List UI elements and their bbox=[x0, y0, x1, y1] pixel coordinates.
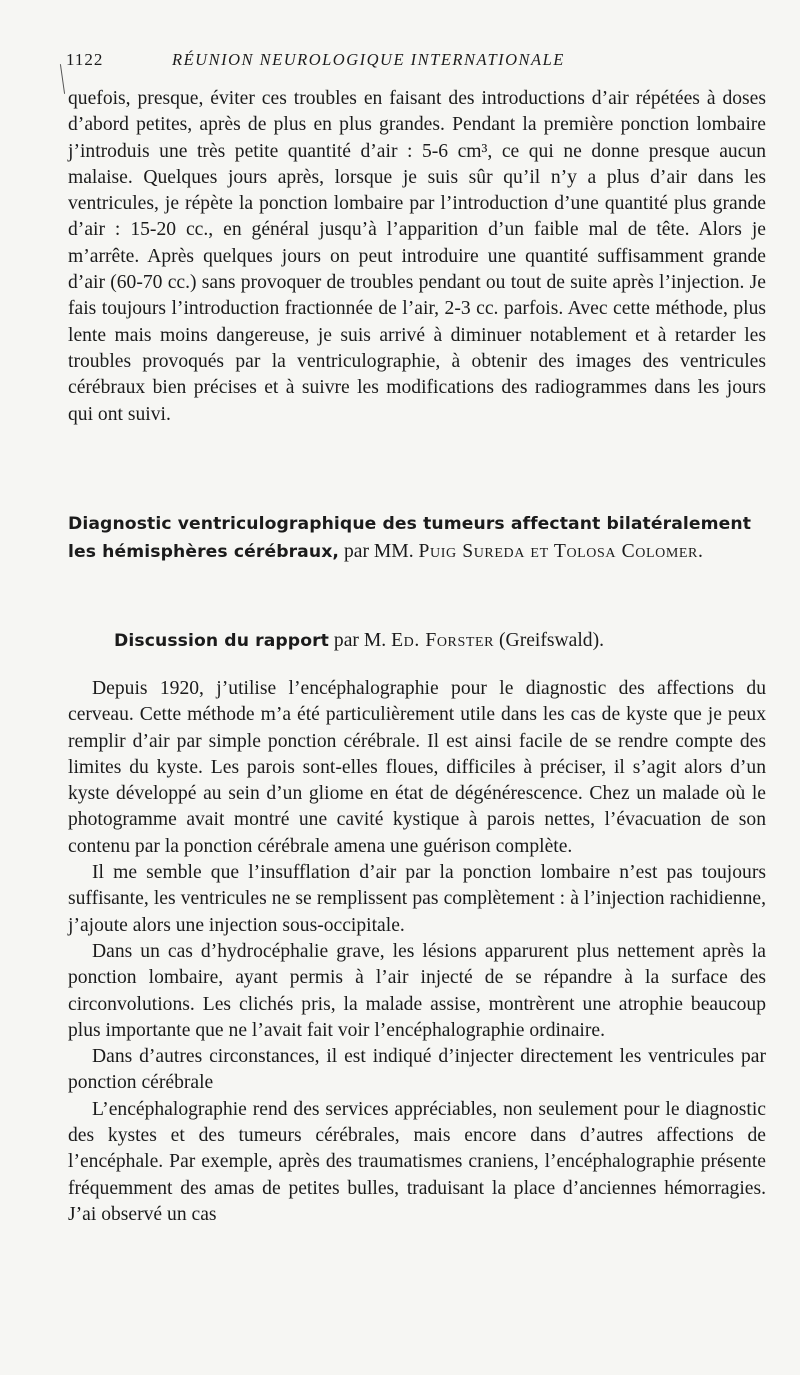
entry-by: par MM. bbox=[343, 541, 414, 562]
discussion-paragraph-2: Il me semble que l’insufflation d’air par la ponction lombaire n’est pas toujours suffisante, les ventricules ne se remplissent pas complètement : à l’injection rachidienne, j’ajoute alors une injection sous-occipitale. bbox=[68, 862, 766, 936]
entry-title: Diagnostic ventriculographique des tumeurs affectant bilatéralement les hémisphères cérébraux, bbox=[68, 514, 752, 562]
discussion-place: (Greifswald). bbox=[499, 630, 605, 651]
page-number: 1122 bbox=[66, 50, 104, 69]
discussion-heading bbox=[114, 627, 764, 655]
discussion-body bbox=[68, 676, 766, 1228]
intro-paragraph-block bbox=[68, 86, 766, 428]
entry-heading bbox=[68, 510, 768, 566]
intro-paragraph: quefois, presque, éviter ces troubles en faisant des introductions d’air répétées à doses d’abord petites, après de plus en plus grandes. Pendant la première ponction lombaire j’introduis une très petite quantité d’air : 5-6 cm³, ce qui ne donne presque aucun malaise. Quelques jours après, lorsque je suis sûr qu’il n’y a plus d’air dans les ventricules, je répète la ponction lombaire par l’introduction d’une quantité plus grande d’air : 15-20 cc., en général jusqu’à l’apparition d’un faible mal de tête. Alors je m’arrête. Après quelques jours on peut introduire une quantité suffisamment grande d’air (60-70 cc.) sans provoquer de troubles pendant ou tout de suite après l’injection. Je fais toujours l’introduction fractionnée de l’air, 2-3 cc. parfois. Avec cette méthode, plus lente mais moins dangereuse, je suis arrivé à diminuer notablement et à retarder les troubles provoqués par la ventriculographie, à obtenir des images des ventricules cérébraux bien précises et à suivre les modifications des radiogrammes dans les jours qui ont suivi. bbox=[68, 88, 766, 425]
margin-pencil-mark bbox=[60, 64, 65, 94]
discussion-title: Discussion du rapport bbox=[114, 631, 329, 651]
discussion-paragraph-4: Dans d’autres circonstances, il est indiqué d’injecter directement les ventricules par ponction cérébrale bbox=[68, 1046, 766, 1094]
entry-authors: Puig Sureda et Tolosa Colomer. bbox=[418, 541, 704, 562]
discussion-paragraph-3: Dans un cas d’hydrocéphalie grave, les lésions apparurent plus nettement après la ponction lombaire, ayant permis à l’air injecté de se répandre à la surface des circonvolutions. Les clichés pris, la malade assise, montrèrent une atrophie beaucoup plus importante que ne l’avait fait voir l’encéphalographie ordinaire. bbox=[68, 940, 766, 1041]
discussion-author: Ed. Forster bbox=[391, 630, 495, 651]
discussion-paragraph-5: L’encéphalographie rend des services appréciables, non seulement pour le diagnostic des kystes et des tumeurs cérébrales, mais encore dans d’autres affections de l’encéphale. Par exemple, après des traumatismes craniens, l’encéphalographie présente fréquemment des amas de petites bulles, traduisant la place d’anciennes hémorragies. J’ai observé un cas bbox=[68, 1098, 766, 1225]
discussion-by: par M. bbox=[333, 630, 387, 651]
discussion-paragraph-1: Depuis 1920, j’utilise l’encéphalographie pour le diagnostic des affections du cerveau. Cette méthode m’a été particulièrement utile dans les cas de kyste que je peux remplir d’air par simple ponction cérébrale. Il est ainsi facile de se rendre compte des limites du kyste. Les parois sont-elles floues, difficiles à préciser, il s’agit alors d’un kyste développé au sein d’un gliome en état de dégénérescence. Chez un malade où le photogramme avait montré une cavité kystique à parois nettes, l’évacuation de son contenu par la ponction cérébrale amena une guérison complète. bbox=[68, 678, 766, 857]
running-title: RÉUNION NEUROLOGIQUE INTERNATIONALE bbox=[172, 50, 565, 69]
running-header bbox=[66, 50, 746, 76]
